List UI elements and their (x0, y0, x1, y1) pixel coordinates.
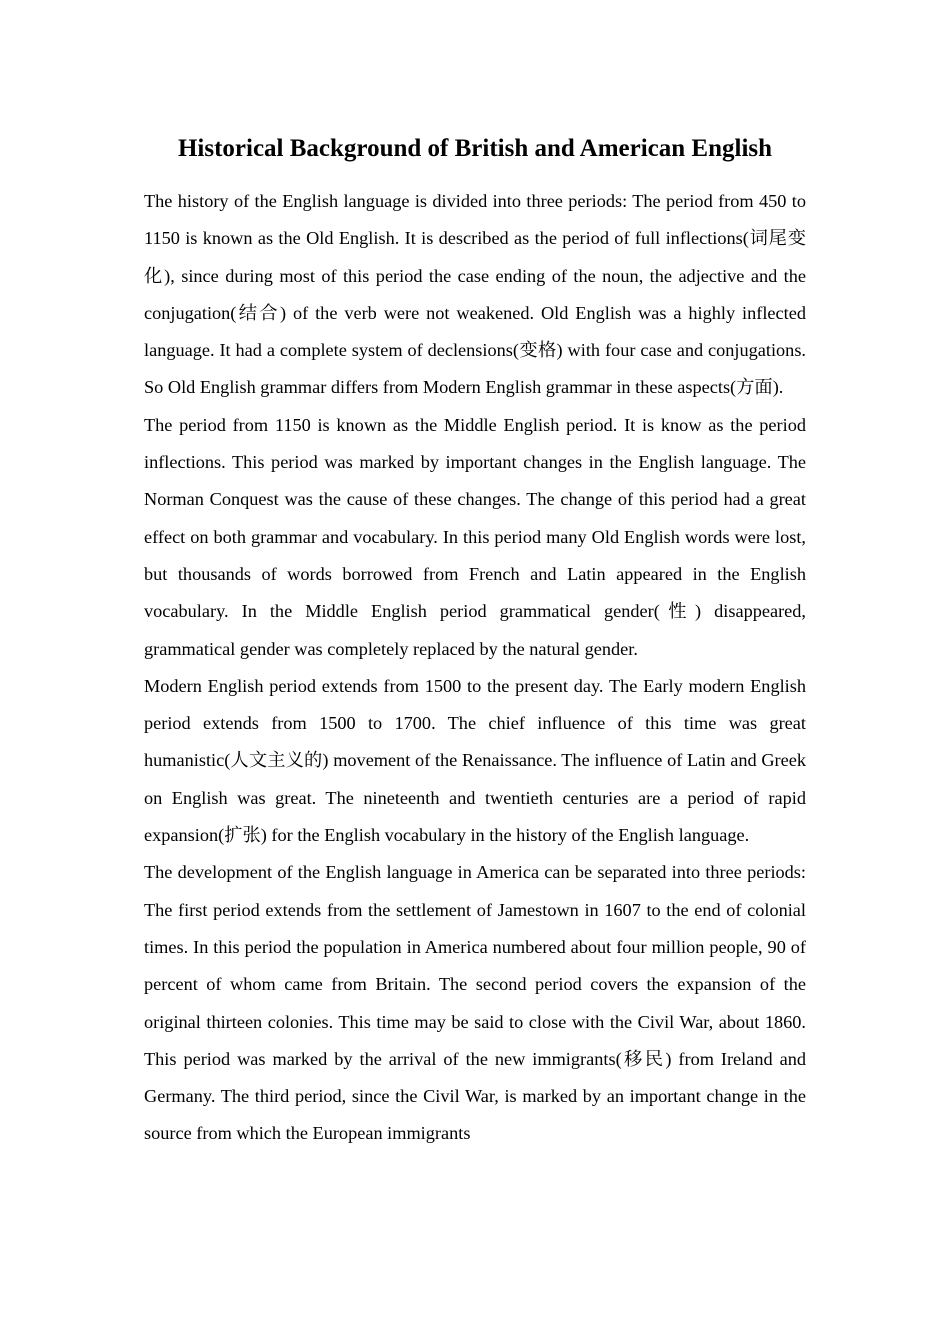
paragraph-old-english: The history of the English language is divided into three periods: The period from 450 to 1150 is known as the Old English. It is described as the period of full inflections(词尾变化), since during most of this period the case ending of the noun, the adjective and the conjugation(结合) of the verb were not weakened. Old English was a highly inflected language. It had a complete system of declensions(变格) with four case and conjugations. So Old English grammar differs from Modern English grammar in these aspects(方面). (144, 191, 806, 398)
paragraph-modern-english: Modern English period extends from 1500 to the present day. The Early modern English period extends from 1500 to 1700. The chief influence of this time was great humanistic(人文主义的) movement of the Renaissance. The influence of Latin and Greek on English was great. The nineteenth and twentieth centuries are a period of rapid expansion(扩张) for the English vocabulary in the history of the English language. (144, 675, 806, 846)
document-body (144, 183, 806, 1153)
page-title: Historical Background of British and American English (177, 135, 773, 162)
paragraph-american-english: The development of the English language in America can be separated into three periods: The first period extends from the settlement of Jamestown in 1607 to the end of colonial times. In this period the population in America numbered about four million people, 90 of percent of whom came from Britain. The second period covers the expansion of the original thirteen colonies. This time may be said to close with the Civil War, about 1860. This period was marked by the arrival of the new immigrants(移民) from Ireland and Germany. The third period, since the Civil War, is marked by an important change in the source from which the European immigrants (144, 862, 806, 1144)
paragraph-middle-english: The period from 1150 is known as the Middle English period. It is know as the period inflections. This period was marked by important changes in the English language. The Norman Conquest was the cause of these changes. The change of this period had a great effect on both grammar and vocabulary. In this period many Old English words were lost, but thousands of words borrowed from French and Latin appeared in the English vocabulary. In the Middle English period grammatical gender(性) disappeared, grammatical gender was completely replaced by the natural gender. (144, 414, 806, 659)
